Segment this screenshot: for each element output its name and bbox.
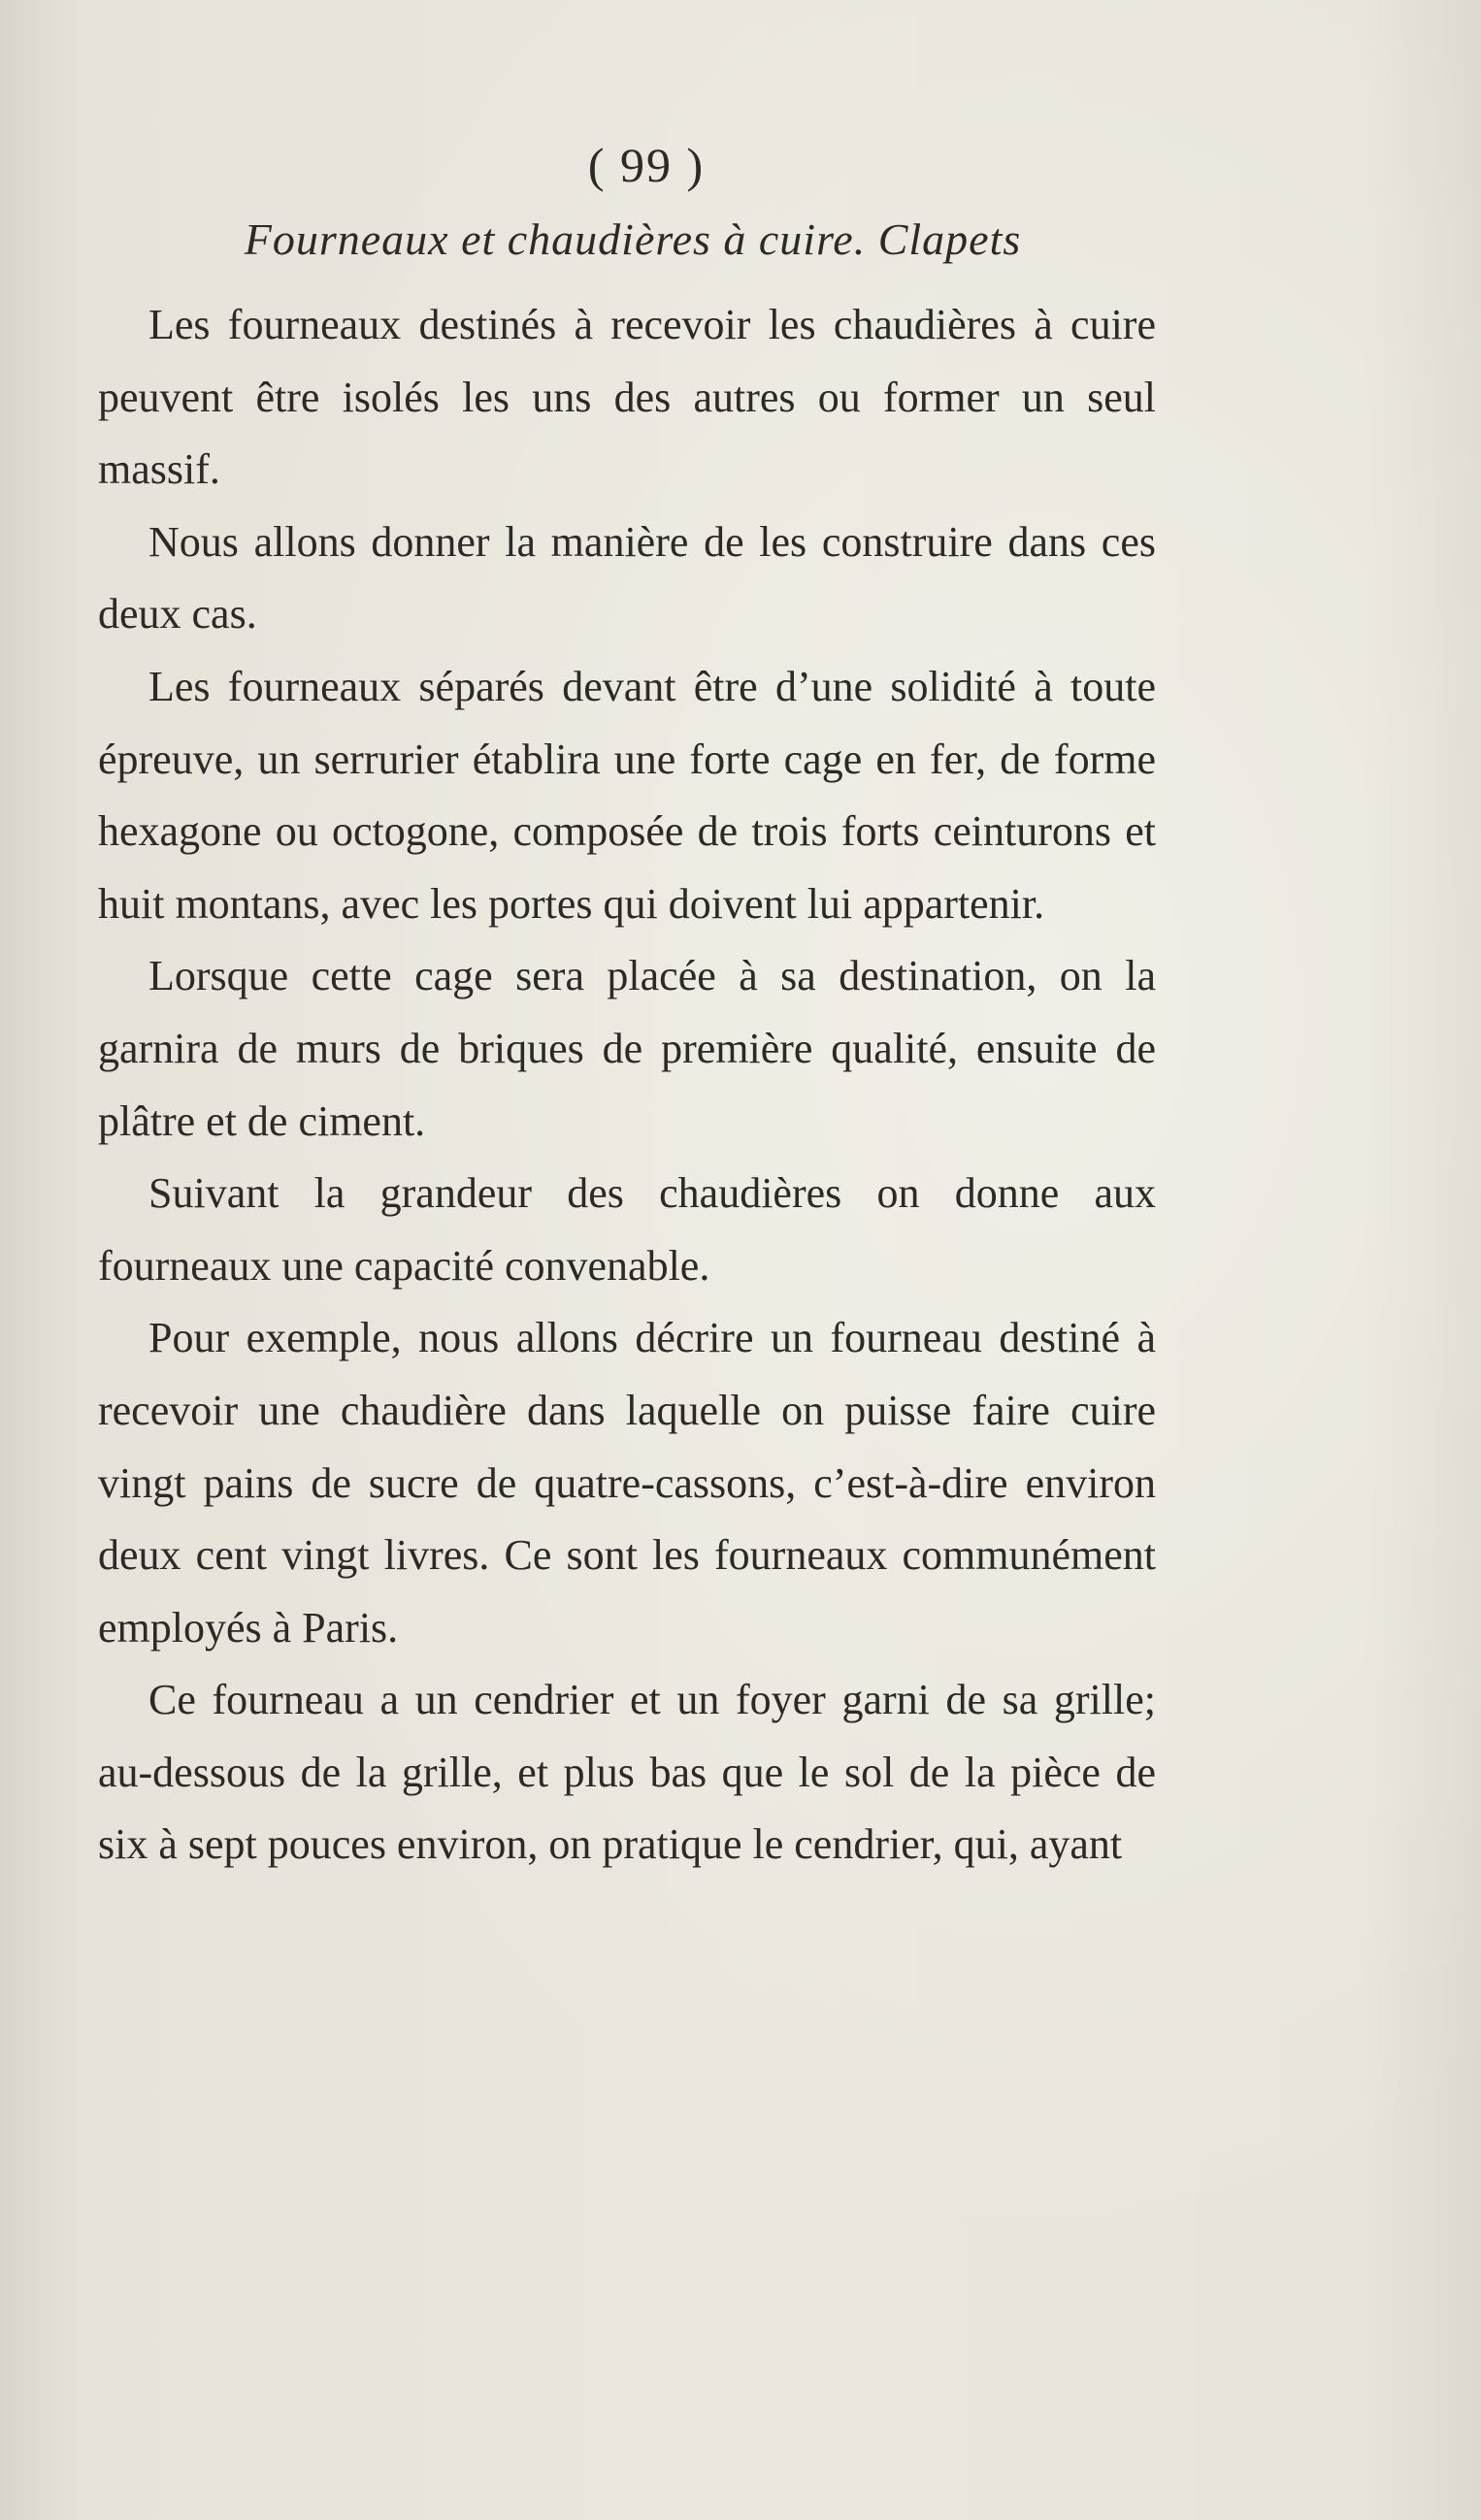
- paragraph: Nous allons donner la manière de les construire dans ces deux cas.: [98, 517, 1156, 638]
- page-number: ( 99 ): [587, 138, 706, 192]
- page-text: [98, 126, 1156, 1882]
- paragraph: Ce fourneau a un cendrier et un foyer garni de sa grille; au-dessous de la grille, et plus bas que le sol de la pièce de six à sept pouces environ, on pratique le cendrier, qui, ayant: [98, 1676, 1156, 1869]
- paragraph: Suivant la grandeur des chaudières on donne aux fourneaux une capacité convenable.: [98, 1169, 1156, 1290]
- paragraph: Les fourneaux séparés devant être d’une solidité à toute épreuve, un serrurier établira une forte cage en fer, de forme hexagone ou octogone, composée de trois forts ceinturons et huit montans, avec les portes qui doivent lui appartenir.: [98, 662, 1156, 928]
- paragraph: Pour exemple, nous allons décrire un fourneau destiné à recevoir une chaudière dans laquelle on puisse faire cuire vingt pains de sucre de quatre-cassons, c’est-à-dire environ deux cent vingt livres. Ce sont les fourneaux communément employés à Paris.: [98, 1314, 1156, 1652]
- paragraph: Les fourneaux destinés à recevoir les chaudières à cuire peuvent être isolés les uns des autres ou former un seul massif.: [98, 301, 1156, 494]
- section-heading: Fourneaux et chaudières à cuire. Clapets: [244, 214, 1022, 264]
- paragraph: Lorsque cette cage sera placée à sa destination, on la garnira de murs de briques de première qualité, ensuite de plâtre et de ciment.: [98, 952, 1156, 1145]
